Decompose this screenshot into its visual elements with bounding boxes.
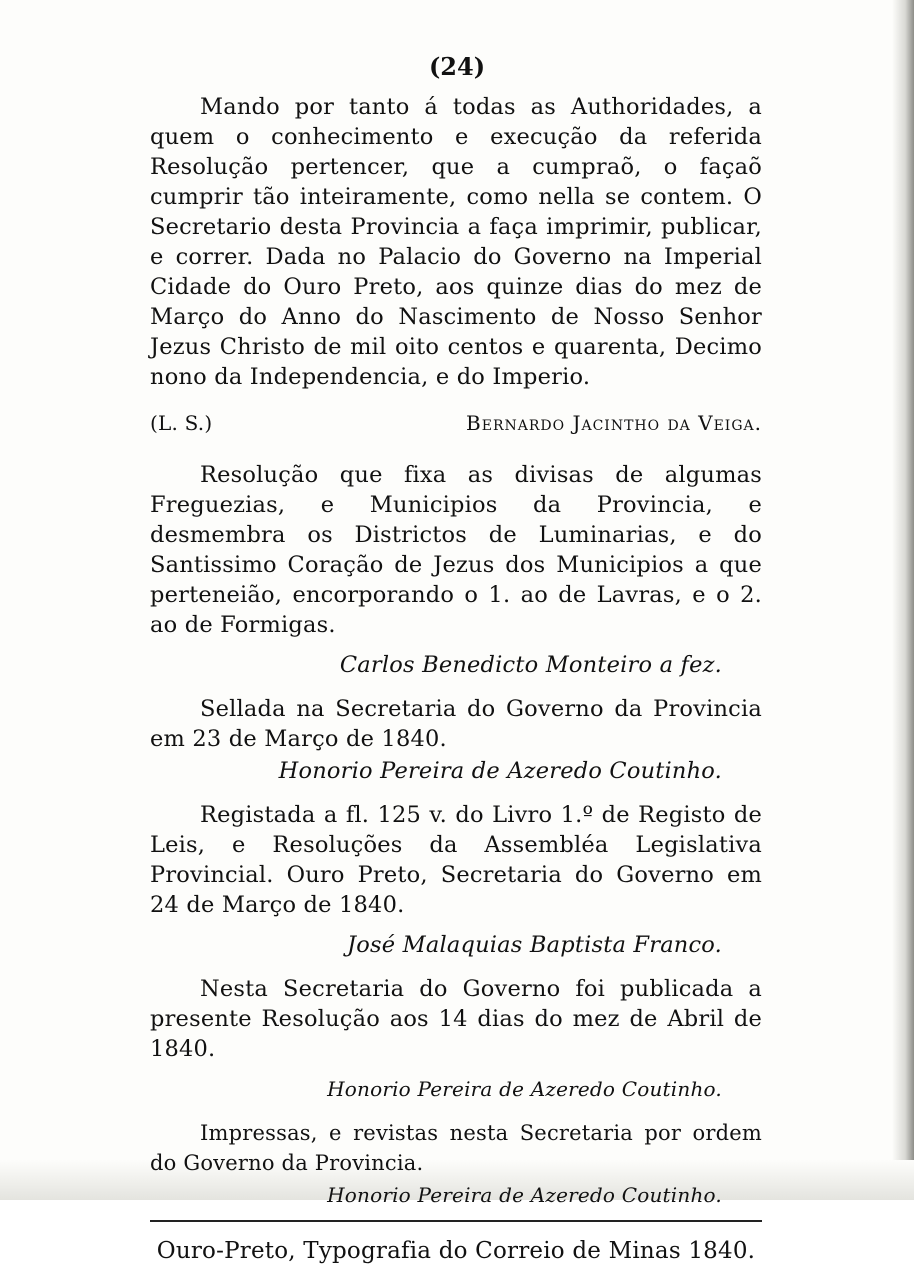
printed-signature: Honorio Pereira de Azeredo Coutinho. bbox=[327, 1183, 722, 1207]
resolution-summary: Resolução que fixa as divisas de algumas Freguezias, e Municipios da Provincia, e desmembra os Districtos de Luminarias, e do Santissimo Coração de Jezus dos Municipios a que perteneião, encorporando o 1. ao de Lavras, e o 2. ao de Formigas. bbox=[150, 462, 762, 638]
published-signature: Honorio Pereira de Azeredo Coutinho. bbox=[327, 1077, 722, 1101]
divider-rule bbox=[150, 1220, 762, 1222]
sealed-signature: Honorio Pereira de Azeredo Coutinho. bbox=[278, 758, 722, 784]
registered-signature: José Malaquias Baptista Franco. bbox=[347, 932, 722, 958]
page-number: (24) bbox=[428, 52, 486, 81]
seal-signature-row bbox=[150, 408, 762, 438]
sealed-paragraph: Sellada na Secretaria do Governo da Provincia em 23 de Março de 1840. bbox=[150, 696, 762, 752]
author-line: Carlos Benedicto Monteiro a fez. bbox=[339, 652, 722, 678]
page-body bbox=[150, 92, 762, 1266]
decree-paragraph: Mando por tanto á todas as Authoridades, a quem o conhecimento e execução da referida Resolução pertencer, que a cumpraõ, o façaõ cumprir tão inteiramente, como nella se contem. O Secretario desta Provincia a faça imprimir, publicar, e correr. Dada no Palacio do Governo na Imperial Cidade do Ouro Preto, aos quinze dias do mez de Março do Anno do Nascimento de Nosso Senhor Jezus Christo de mil oito centos e quarenta, Decimo nono da Independencia, e do Imperio. bbox=[150, 94, 762, 390]
published-paragraph: Nesta Secretaria do Governo foi publicada a presente Resolução aos 14 dias do mez de Abril de 1840. bbox=[150, 976, 762, 1062]
printed-paragraph: Impressas, e revistas nesta Secretaria por ordem do Governo da Provincia. bbox=[150, 1121, 762, 1175]
registered-paragraph: Registada a fl. 125 v. do Livro 1.º de Registo de Leis, e Resoluções da Assembléa Legislativa Provincial. Ouro Preto, Secretaria do Governo em 24 de Março de 1840. bbox=[150, 802, 762, 918]
imprint-line: Ouro-Preto, Typografia do Correio de Minas 1840. bbox=[156, 1238, 756, 1264]
page-edge-shadow bbox=[892, 0, 914, 1200]
president-signature: Bernardo Jacintho da Veiga. bbox=[466, 411, 762, 435]
seal-mark: (L. S.) bbox=[150, 411, 213, 435]
